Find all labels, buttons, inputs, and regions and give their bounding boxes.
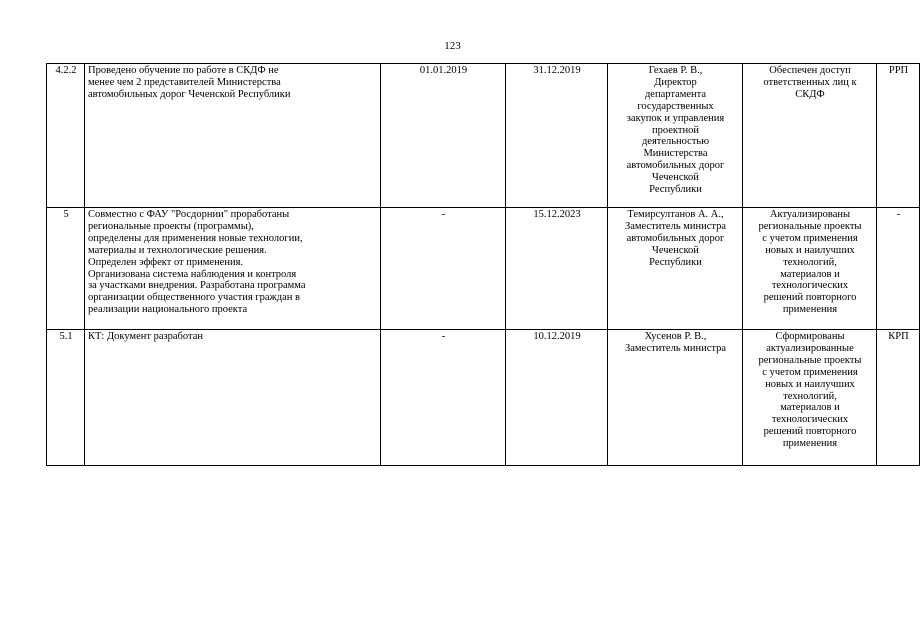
- responsible-line: Заместитель министра: [624, 220, 727, 232]
- result-line: с учетом применения: [762, 366, 858, 378]
- control-type: -: [896, 209, 901, 220]
- result-line: новых и наилучших: [765, 378, 855, 390]
- description-line: Совместно с ФАУ "Росдорнии" проработаны: [88, 209, 290, 220]
- description-line: организации общественного участия граждан в: [88, 292, 300, 304]
- end-date-cell: [506, 330, 608, 466]
- responsible-line: Республики: [649, 184, 702, 196]
- result-line: Обеспечен доступ: [769, 65, 851, 76]
- end-date: 10.12.2019: [533, 331, 581, 342]
- table-row: [47, 64, 920, 208]
- result-line: СКДФ: [795, 88, 825, 100]
- result-line: региональные проекты: [758, 354, 862, 366]
- responsible-line: закупок и управления: [626, 112, 725, 124]
- item-number: 5.1: [59, 331, 73, 342]
- control-type: РРП: [888, 65, 909, 76]
- description-line: Проведено обучение по работе в СКДФ не: [88, 65, 279, 76]
- start-date-cell: [381, 330, 506, 466]
- result-line: актуализированные: [766, 342, 854, 354]
- description-line: автомобильных дорог Чеченской Республики: [88, 88, 291, 100]
- description-line: Организована система наблюдения и контроля: [88, 268, 297, 280]
- responsible-line: Гехаев Р. В.,: [648, 65, 703, 76]
- description-cell: [85, 330, 381, 466]
- result-line: решений повторного: [763, 292, 857, 304]
- result-line: технологий,: [783, 390, 837, 402]
- start-date-cell: [381, 208, 506, 330]
- start-date-cell: [381, 64, 506, 208]
- description-cell: [85, 208, 381, 330]
- result-line: технологических: [771, 414, 849, 426]
- responsible-line: автомобильных дорог: [626, 160, 725, 172]
- description-line: Определен эффект от применения.: [88, 256, 244, 268]
- table-row: [47, 330, 920, 466]
- responsible-line: Директор: [654, 76, 697, 88]
- description-line: региональные проекты (программы),: [88, 220, 254, 232]
- responsible-line: Чеченской: [652, 244, 699, 256]
- item-number: 4.2.2: [55, 65, 77, 76]
- start-date: -: [441, 331, 446, 342]
- end-date: 15.12.2023: [533, 209, 581, 220]
- item-number-cell: [47, 64, 85, 208]
- responsible-line: проектной: [652, 124, 699, 136]
- responsible-line: Министерства: [643, 148, 708, 160]
- result-line: с учетом применения: [762, 232, 858, 244]
- result-line: технологических: [771, 280, 849, 292]
- table-row: [47, 208, 920, 330]
- control-type: КРП: [888, 331, 909, 342]
- control-type-cell: [877, 208, 920, 330]
- item-number-cell: [47, 208, 85, 330]
- description-line: КТ: Документ разработан: [88, 331, 203, 342]
- control-type-cell: [877, 64, 920, 208]
- responsible-line: Темирсултанов А. А.,: [627, 209, 724, 220]
- description-line: материалы и технологические решения.: [88, 244, 267, 256]
- start-date: -: [441, 209, 446, 220]
- description-line: определены для применения новые технологии,: [88, 232, 303, 244]
- responsible-line: Хусенов Р. В.,: [644, 331, 707, 342]
- description-cell: [85, 64, 381, 208]
- result-line: применения: [782, 304, 838, 316]
- description-line: менее чем 2 представителей Министерства: [88, 76, 281, 88]
- end-date: 31.12.2019: [533, 65, 581, 76]
- responsible-line: автомобильных дорог: [626, 232, 725, 244]
- responsible-line: государственных: [637, 100, 714, 112]
- result-line: решений повторного: [763, 426, 857, 438]
- result-line: технологий,: [783, 256, 837, 268]
- result-line: Сформированы: [775, 331, 845, 342]
- start-date: 01.01.2019: [419, 65, 468, 76]
- responsible-line: деятельностью: [641, 136, 710, 148]
- result-cell: [743, 208, 877, 330]
- result-line: материалов и: [780, 402, 840, 414]
- result-line: региональные проекты: [758, 220, 862, 232]
- end-date-cell: [506, 64, 608, 208]
- responsible-line: Заместитель министра: [624, 342, 727, 354]
- responsible-cell: [608, 208, 743, 330]
- responsible-cell: [608, 330, 743, 466]
- item-number-cell: [47, 330, 85, 466]
- result-line: ответственных лиц к: [763, 76, 857, 88]
- activities-table: [46, 63, 920, 466]
- page-number: 123: [444, 40, 461, 52]
- result-cell: [743, 64, 877, 208]
- item-number: 5: [63, 209, 69, 220]
- responsible-line: Республики: [649, 256, 702, 268]
- result-cell: [743, 330, 877, 466]
- result-line: материалов и: [780, 268, 840, 280]
- result-line: Актуализированы: [769, 209, 851, 220]
- control-type-cell: [877, 330, 920, 466]
- description-line: за участками внедрения. Разработана программа: [88, 280, 306, 292]
- responsible-cell: [608, 64, 743, 208]
- result-line: применения: [782, 438, 838, 450]
- description-line: реализации национального проекта: [88, 304, 248, 316]
- responsible-line: Чеченской: [652, 172, 699, 184]
- end-date-cell: [506, 208, 608, 330]
- result-line: новых и наилучших: [765, 244, 855, 256]
- responsible-line: департамента: [644, 88, 707, 100]
